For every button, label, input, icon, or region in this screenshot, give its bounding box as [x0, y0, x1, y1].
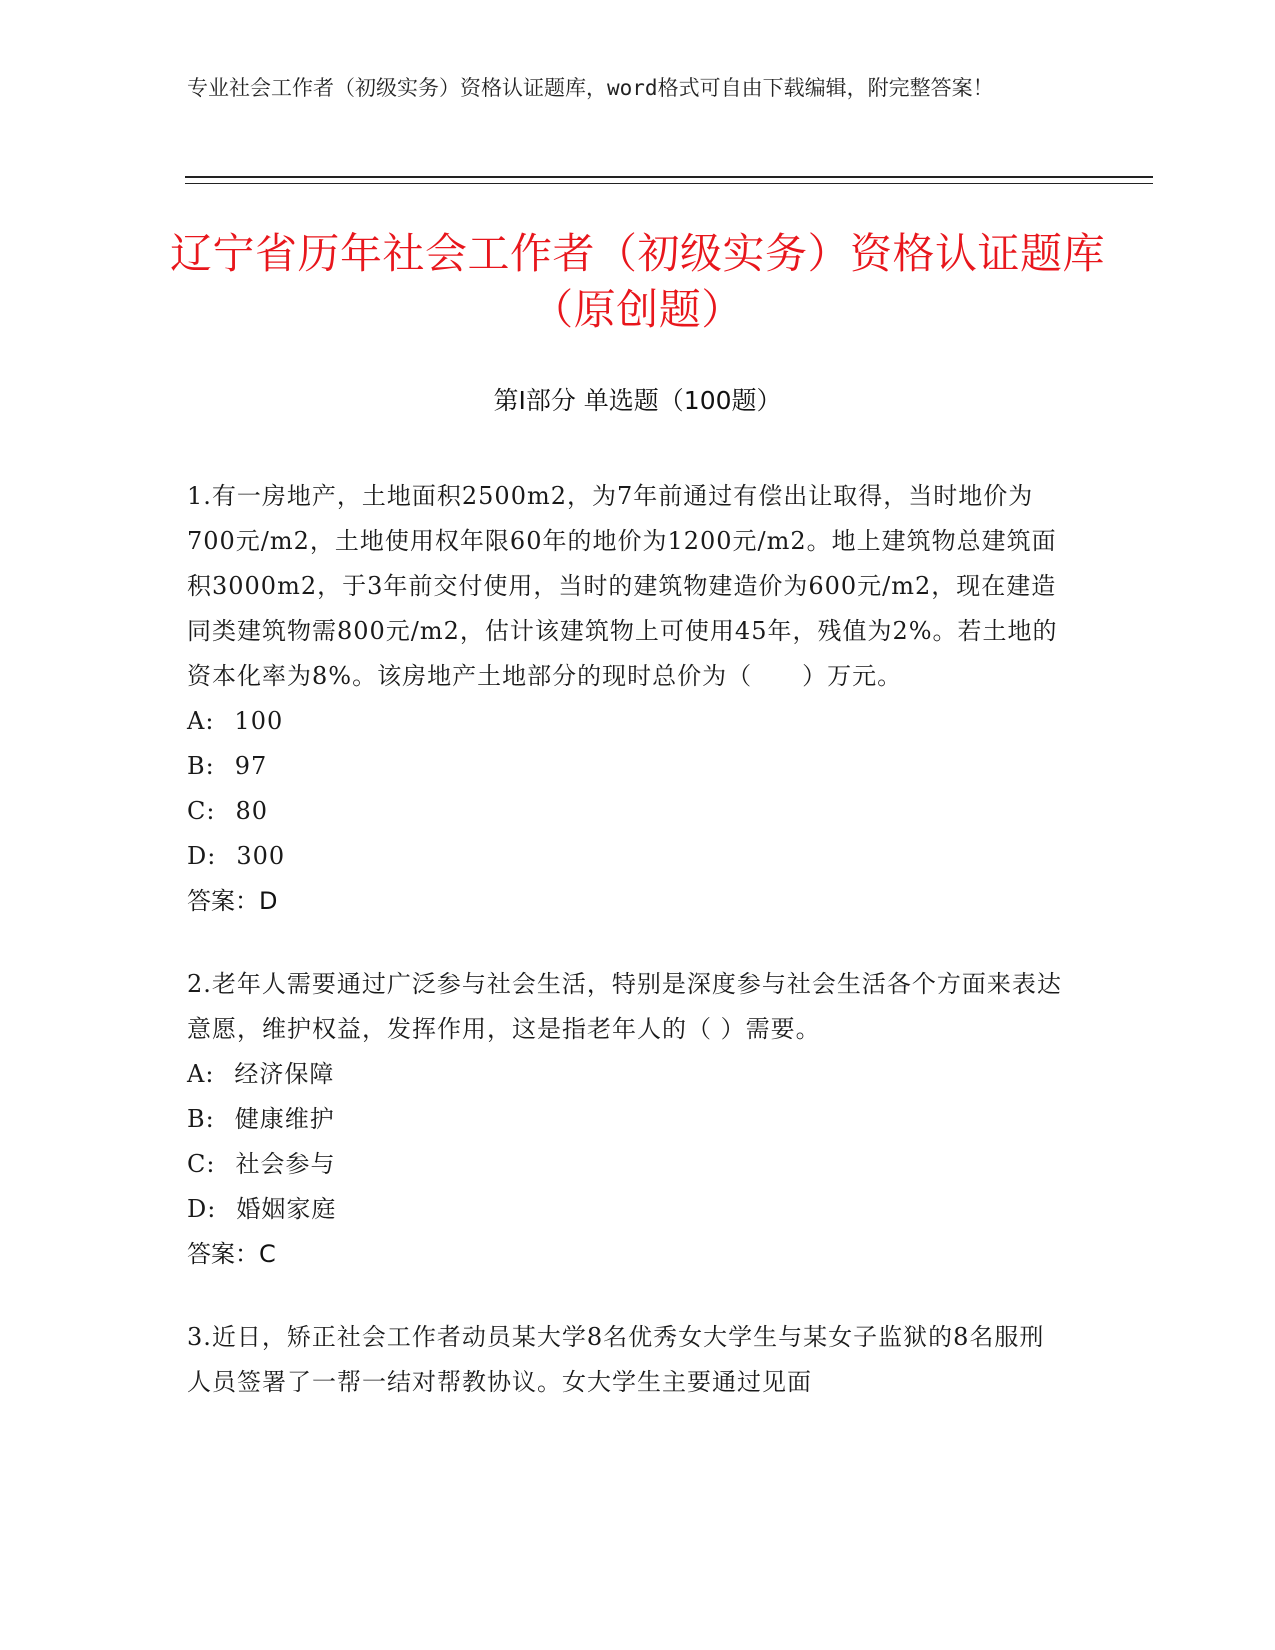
answer-line: 答案：C — [187, 1240, 276, 1268]
option-text: 婚姻家庭 — [236, 1195, 337, 1223]
option-c — [187, 1142, 1067, 1187]
option-text: 100 — [234, 707, 284, 735]
header-divider-thin — [185, 183, 1153, 184]
option-text: 经济保障 — [234, 1060, 335, 1088]
option-text: 300 — [236, 842, 286, 870]
option-key: C: — [187, 797, 216, 825]
header-note: 专业社会工作者（初级实务）资格认证题库，word格式可自由下载编辑，附完整答案！ — [187, 76, 994, 100]
option-d — [187, 1187, 1067, 1232]
option-b — [187, 1097, 1067, 1142]
header-divider-thick — [185, 176, 1153, 178]
option-a — [187, 1052, 1067, 1097]
option-key: A: — [187, 1060, 215, 1088]
question-stem: 3.近日，矫正社会工作者动员某大学8名优秀女大学生与某女子监狱的8名服刑人员签署了一帮一结对帮教协议。女大学生主要通过见面 — [187, 1323, 1045, 1396]
option-a — [187, 699, 1067, 744]
option-b — [187, 744, 1067, 789]
option-key: D: — [187, 842, 217, 870]
question-list — [187, 474, 1067, 1443]
option-text: 80 — [235, 797, 268, 825]
option-text: 97 — [234, 752, 268, 780]
option-key: C: — [187, 1150, 216, 1178]
option-key: D: — [187, 1195, 217, 1223]
question-stem: 2.老年人需要通过广泛参与社会生活，特别是深度参与社会生活各个方面来表达意愿，维护权益，发挥作用，这是指老年人的（ ）需要。 — [187, 970, 1062, 1043]
option-c — [187, 789, 1067, 834]
option-key: A: — [187, 707, 215, 735]
section-heading: 第Ⅰ部分 单选题（100题） — [493, 386, 782, 415]
question-stem: 1.有一房地产，土地面积2500m2，为7年前通过有偿出让取得，当时地价为700元/m2，土地使用权年限60年的地价为1200元/m2。地上建筑物总建筑面积3000m2，于3年前交付使用，当时的建筑物建造价为600元/m2，现在建造同类建筑物需800元/m2，估计该建筑物上可使用45年，残值为2%。若土地的资本化率为8%。该房地产土地部分的现时总价为（ ）万元。 — [187, 482, 1058, 690]
question-item — [187, 962, 1067, 1277]
option-text: 健康维护 — [234, 1105, 335, 1133]
document-title: 辽宁省历年社会工作者（初级实务）资格认证题库（原创题） — [170, 229, 1106, 334]
option-text: 社会参与 — [235, 1150, 336, 1178]
option-key: B: — [187, 752, 215, 780]
option-key: B: — [187, 1105, 215, 1133]
question-item — [187, 1315, 1067, 1405]
option-d — [187, 834, 1067, 879]
answer-line: 答案：D — [187, 887, 278, 915]
question-item — [187, 474, 1067, 924]
